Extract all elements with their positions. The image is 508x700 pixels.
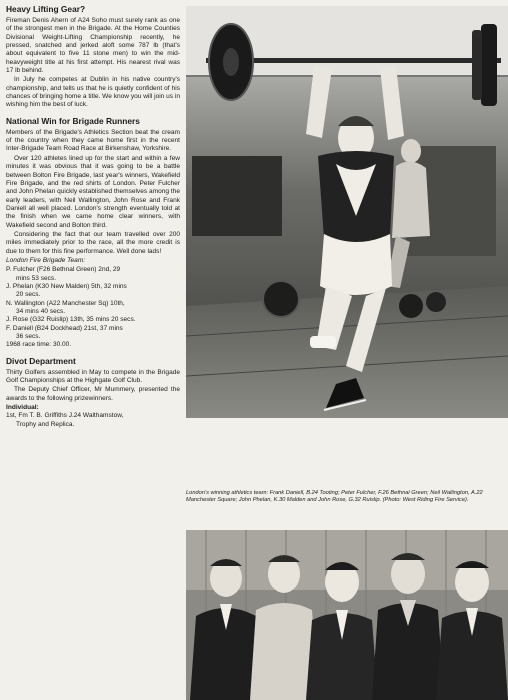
heavy-paragraph-1: Fireman Denis Ahern of A24 Soho must surely rank as one of the strongest men in the Brigade. At the Home Counties Divisional Weight-Lifting Championship recently, he pressed, snatched and jerked aloft some 787 lb (that's about equivalent to five 11 stone men) to win the mid-heavyweight title at his first attempt. His nearest rival was 17 lb behind. bbox=[6, 17, 180, 75]
result-item: P. Fulcher (F26 Bethnal Green) 2nd, 29 mins 53 secs. bbox=[6, 266, 121, 282]
runners-paragraph-1: Members of the Brigade's Athletics Section beat the cream of the country when they came home first in the recent Inter-Brigade Team Road Race at Birkenshaw, Yorkshire. bbox=[6, 128, 180, 153]
heavy-paragraph-2: In July he competes at Dublin in his native country's championship, and tells us that he is quietly confident of his chances of bringing home a title. We know you will join us in wishing him the best of luck. bbox=[6, 76, 180, 109]
result-item: J. Phelan (K30 New Malden) 5th, 32 mins 20 secs. bbox=[6, 282, 127, 299]
results-list bbox=[6, 266, 180, 341]
divot-paragraph-2: The Deputy Chief Officer, Mr Mummery, presented the awards to the following prizewinners. bbox=[6, 386, 180, 402]
result-item: J. Rose (G32 Ruislip) 13th, 35 mins 20 secs. bbox=[6, 316, 136, 324]
team-label: London Fire Brigade Team: bbox=[6, 256, 86, 264]
photo-caption: London's winning athletics team: Frank Daniell, B.24 Tooting; Peter Fulcher, F.26 Bethnal Green; Neil Wallington, A.22 Manchester Square; John Phelan, K.30 Malden and John Rose, G.32 Ruislip. (Photo: West Riding Fire Service). bbox=[186, 490, 483, 504]
runners-title: National Win for Brigade Runners bbox=[6, 115, 140, 126]
divot-title: Divot Department bbox=[6, 355, 76, 366]
left-column bbox=[6, 4, 180, 698]
result-item: N. Wallington (A22 Manchester Sq) 10th, 34 mins 40 secs. bbox=[6, 299, 125, 315]
individual-label: Individual: bbox=[6, 404, 39, 412]
runners-paragraph-2: Over 120 athletes lined up for the start and within a few minutes it was obvious that it was going to be a battle between Bolton Fire Brigade, last year's winners, Wakefield Fire Brigade, and the red shirts of London. Peter Fulcher and John Phelan quickly established themselves among the early leaders, with Neil Wallington, John Rose and Frank Daniell all well placed. London's strength eventually told at the finish when we came home clear winners, with Wakefield second and Bolton third. bbox=[6, 154, 180, 229]
result-item: F. Daniell (B24 Dockhead) 21st, 37 mins 36 secs. bbox=[6, 324, 123, 341]
weightlifter-photo bbox=[186, 6, 508, 418]
runners-paragraph-3: Considering the fact that our team travelled over 200 miles immediately prior to the race, all the more credit is due to them for this fine performance. Well done lads! bbox=[6, 230, 180, 255]
prize-item: 1st, Fm T. B. Griffiths J.24 Walthamstow, Trophy and Replica. bbox=[6, 412, 124, 428]
heavy-title: Heavy Lifting Gear? bbox=[6, 4, 86, 14]
race-time: 1968 race time: 30.00. bbox=[6, 341, 72, 349]
athletics-team-illustration bbox=[186, 530, 508, 700]
athletics-team-photo bbox=[186, 530, 508, 700]
weightlifter-illustration bbox=[186, 6, 508, 418]
divot-paragraph-1: Thirty Golfers assembled in May to compete in the Brigade Golf Championships at the Highgate Golf Club. bbox=[6, 368, 180, 385]
prize-list bbox=[6, 412, 180, 429]
